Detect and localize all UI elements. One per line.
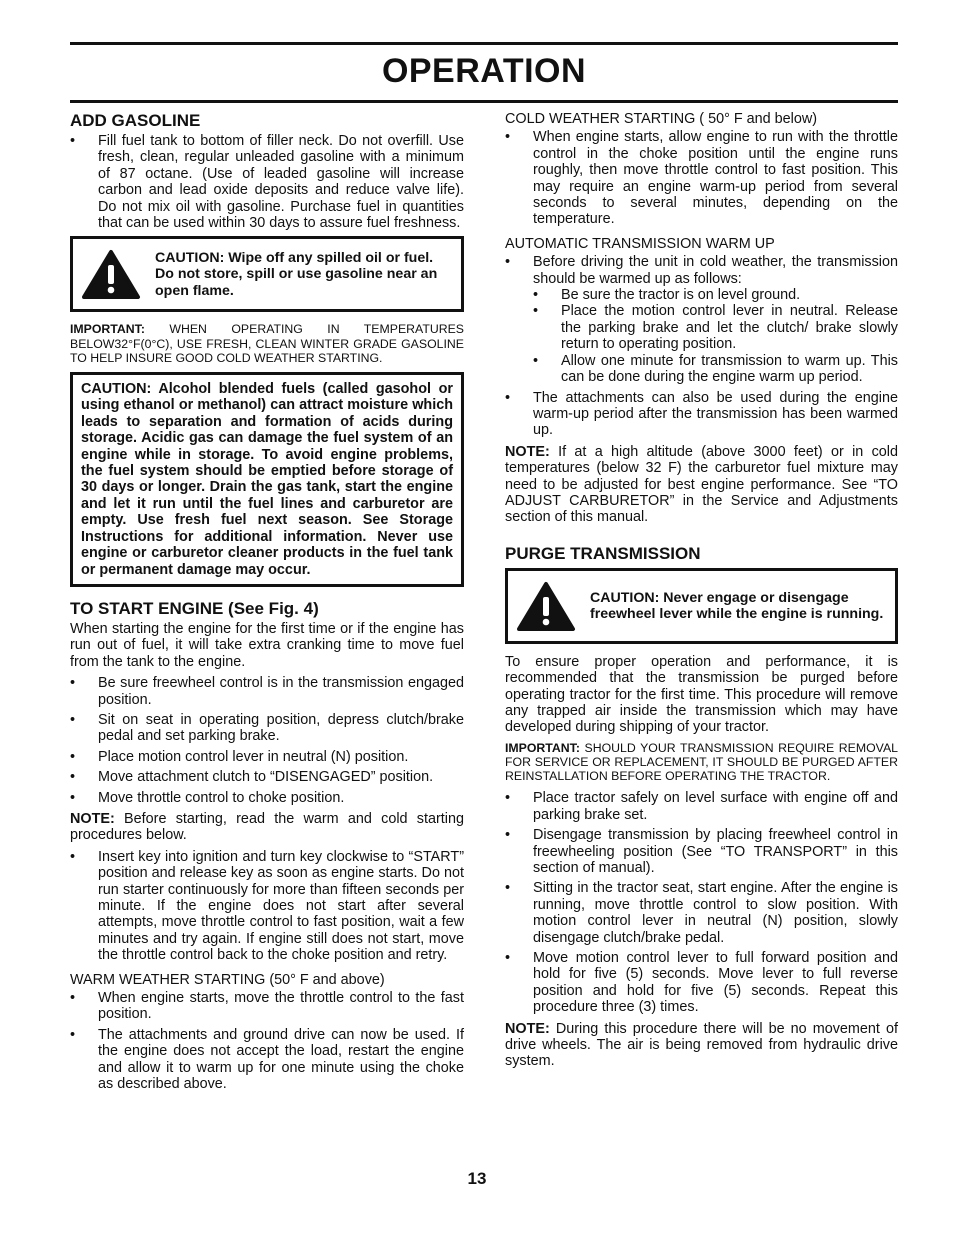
list-item	[505, 254, 898, 385]
page-number: 13	[467, 1169, 487, 1188]
altitude-note	[505, 444, 898, 526]
page-title: OPERATION	[381, 52, 587, 90]
auto-transmission-heading: AUTOMATIC TRANSMISSION WARM UP	[505, 235, 775, 252]
warm-weather-list	[70, 990, 464, 1092]
cold-weather-list	[505, 129, 898, 227]
start-engine-heading: TO START ENGINE (See Fig. 4)	[70, 598, 319, 618]
list-item: • The attachments and ground drive can now be used. If the engine does not accept the load, restart the engine and allow it to warm up for one minute using the choke as described above.	[70, 1027, 464, 1093]
note-text: During this procedure there will be no movement of drive wheels. The air is being removed from hydraulic drive system.	[505, 1020, 898, 1070]
caution-freewheel-text: CAUTION: Never engage or disengage freewheel lever while the engine is running.	[590, 589, 884, 622]
list-item: • Insert key into ignition and turn key clockwise to “START” position and release key as soon as engine starts. Do not run starter continuously for more than fifteen seconds per minute. If the engine does not start after several attempts, move throttle control to fast position, wait a few minutes and try again. If engine still does not start, move the throttle control back to the choke position and retry.	[70, 849, 464, 964]
sub-list-item: • Place the motion control lever in neutral. Release the parking brake and let the clutch/ brake slowly return to operating position.	[533, 303, 898, 352]
caution-box-alcohol: CAUTION: Alcohol blended fuels (called gasohol or using ethanol or methanol) can attract moisture which leads to separation and formation of acids during storage. Acidic gas can damage the fuel system of an engine while in storage. To avoid engine problems, the fuel system should be emptied before storage of 30 days or longer. Drain the gas tank, start the engine and let it run until the fuel lines and carburetor are empty. Use fresh fuel next season. See Storage Instructions for additional information. Never use engine or carburetor cleaner products in the fuel tank or permanent damage may occur.	[70, 372, 464, 587]
list-item: • The attachments can also be used during the engine warm-up period after the transmission has been warmed up.	[505, 390, 898, 439]
important-note-gasoline	[70, 322, 464, 365]
purge-note	[505, 1021, 898, 1070]
purge-transmission-heading: PURGE TRANSMISSION	[505, 543, 701, 563]
list-item: • When engine starts, allow engine to run with the throttle control in the choke position until the engine runs roughly, then move throttle control to fast position. This may require an engine warm-up period from several seconds to several minutes, depending on the temperature.	[505, 129, 898, 227]
note-text: If at a high altitude (above 3000 feet) or in cold temperatures (below 32 F) the carburetor fuel mixture may need to be adjusted for best engine performance. See “TO ADJUST CARBURETOR” in the Service and Adjustments section of this manual.	[505, 443, 898, 526]
list-item: • Place tractor safely on level surface with engine off and parking brake set.	[505, 790, 898, 823]
key-list	[70, 849, 464, 964]
start-engine-intro: When starting the engine for the first time or if the engine has run out of fuel, it will take extra cranking time to move fuel from the tank to the engine.	[70, 620, 464, 670]
list-item: • Move attachment clutch to “DISENGAGED” position.	[70, 769, 464, 785]
note-label: NOTE:	[70, 810, 115, 827]
list-item: • When engine starts, move the throttle control to the fast position.	[70, 990, 464, 1023]
auto-transmission-list	[505, 254, 898, 438]
important-text: SHOULD YOUR TRANSMISSION REQUIRE REMOVAL FOR SERVICE OR REPLACEMENT, IT SHOULD BE PURGED AFTER REINSTALLATION BEFORE OPERATING THE TRACTOR.	[505, 740, 898, 784]
important-label: IMPORTANT:	[70, 322, 145, 337]
important-note-purge	[505, 741, 898, 784]
note-label: NOTE:	[505, 1020, 550, 1037]
sub-list-item: • Allow one minute for transmission to warm up. This can be done during the engine warm up period.	[533, 353, 898, 386]
list-item: • Sitting in the tractor seat, start engine. After the engine is running, move throttle control to slow position. With motion control lever in neutral (N) position, slowly disengage clutch/brake pedal.	[505, 880, 898, 946]
list-item: • Place motion control lever in neutral (N) position.	[70, 749, 464, 765]
important-text: WHEN OPERATING IN TEMPERATURES BELOW32°F(0°C), USE FRESH, CLEAN WINTER GRADE GASOLINE TO HELP INSURE GOOD COLD WEATHER STARTING.	[70, 322, 464, 365]
auto-transmission-intro: Before driving the unit in cold weather, the transmission should be warmed up as follows:	[533, 254, 898, 287]
purge-steps-list	[505, 790, 898, 1015]
list-item: • Disengage transmission by placing freewheel control in freewheeling position (See “TO TRANSPORT” in this section of manual).	[505, 827, 898, 876]
left-column	[70, 111, 464, 1097]
warning-icon	[81, 248, 141, 300]
page-header	[70, 42, 898, 103]
warm-weather-heading: WARM WEATHER STARTING (50° F and above)	[70, 971, 385, 988]
caution-box-spill	[70, 236, 464, 312]
start-engine-note	[70, 811, 464, 844]
note-text: Before starting, read the warm and cold starting procedures below.	[70, 810, 464, 844]
sub-list-item: • Be sure the tractor is on level ground.	[533, 287, 898, 303]
caution-box-freewheel	[505, 568, 898, 644]
list-item: • Sit on seat in operating position, depress clutch/brake pedal and set parking brake.	[70, 712, 464, 745]
right-column	[505, 111, 898, 1075]
cold-weather-heading: COLD WEATHER STARTING ( 50° F and below)	[505, 111, 818, 127]
start-engine-list	[70, 675, 464, 806]
caution-spill-text: CAUTION: Wipe off any spilled oil or fuel. Do not store, spill or use gasoline near an open flame.	[155, 250, 438, 299]
bottom-rule	[70, 100, 898, 103]
important-label: IMPORTANT:	[505, 740, 580, 755]
warning-icon	[516, 580, 576, 632]
list-item: • Be sure freewheel control is in the transmission engaged position.	[70, 675, 464, 708]
auto-transmission-sublist	[533, 287, 898, 385]
add-gasoline-list	[70, 133, 464, 231]
list-item: • Fill fuel tank to bottom of filler neck. Do not overfill. Use fresh, clean, regular unleaded gasoline with a minimum of 87 octane. (Use of leaded gasoline will increase carbon and lead oxide deposits and reduce valve life). Do not mix oil with gasoline. Purchase fuel in quantities that can be used within 30 days to assure fuel freshness.	[70, 133, 464, 231]
purge-intro: To ensure proper operation and performance, it is recommended that the transmission be purged before operating tractor for the first time. This procedure will remove any trapped air inside the transmission which may have developed during shipping of your tractor.	[505, 653, 898, 736]
note-label: NOTE:	[505, 443, 550, 460]
add-gasoline-heading: ADD GASOLINE	[70, 111, 201, 130]
list-item: • Move motion control lever to full forward position and hold for five (5) seconds. Move lever to full reverse position and hold for five (5) seconds. Repeat this procedure three (3) times.	[505, 950, 898, 1016]
list-item: • Move throttle control to choke position.	[70, 790, 464, 806]
